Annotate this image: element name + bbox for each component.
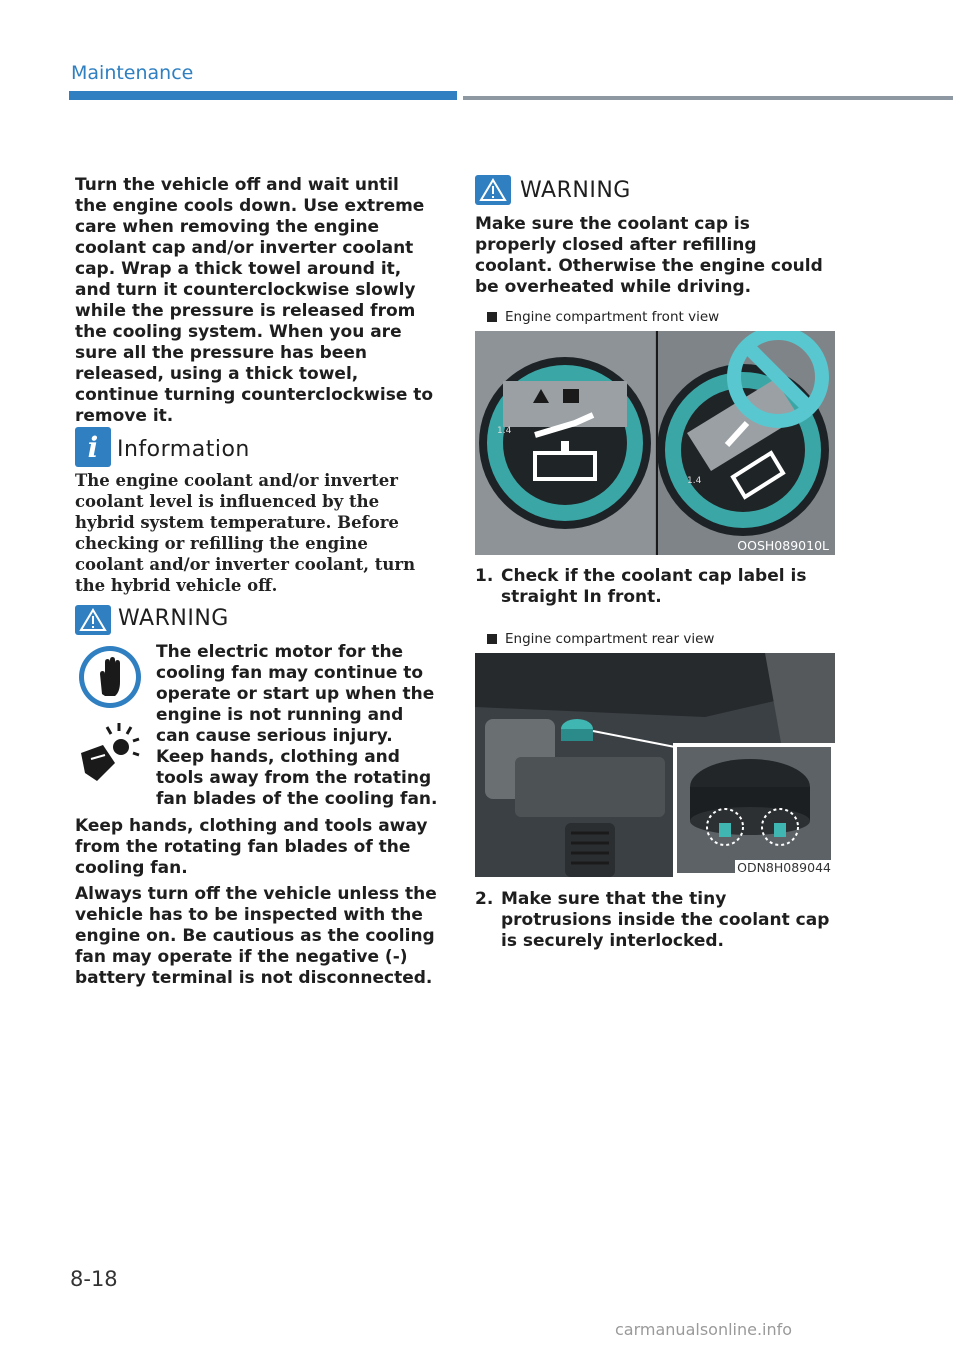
hand-prohibit-icon [75,642,145,712]
step-2-text: Make sure that the tiny protrusions inside the coolant cap is securely interlocked. [501,889,830,951]
warning-icon-right [475,175,511,205]
step-1 [475,566,837,608]
warning-heading-left: WARNING [118,606,229,631]
svg-text:1.4: 1.4 [497,426,512,436]
step-2 [475,889,837,952]
warning-paragraph-right: Make sure the coolant cap is properly closed after refilling coolant. Otherwise the engine could be overheated while driving. [475,214,823,297]
page-number: 8-18 [70,1267,118,1291]
figure1-label-text: Engine compartment front view [505,309,720,325]
figure1-code: OOSH089010L [737,538,829,553]
info-paragraph: The engine coolant and/or inverter coolant level is influenced by the hybrid system temperature. Before checking or refilling the engine coolant and/or inverter coolant, turn the hybrid vehicle off. [75,471,416,595]
step-2-number: 2. [475,889,494,909]
fan-paragraph: Keep hands, clothing and tools away from the rotating fan blades of the cooling fan. [75,816,428,878]
figure2-label-text: Engine compartment rear view [505,631,715,647]
svg-text:i: i [87,432,99,462]
vehicle-off-paragraph: Always turn off the vehicle unless the vehicle has to be inspected with the engine on. Be cautious as the cooling fan may operate if the negative (-) battery terminal is not disconnected. [75,884,437,988]
step-1-text: Check if the coolant cap label is straight In front. [501,566,807,607]
warning-icon [75,605,111,635]
info-icon [75,427,111,467]
label-bullet-icon-2 [487,634,497,644]
figure1-label [487,309,719,325]
step-1-number: 1. [475,566,494,586]
figure2-label [487,631,714,647]
warning-heading-right: WARNING [520,178,631,203]
figure2-code: ODN8H089044 [737,860,831,875]
svg-text:1.4: 1.4 [687,476,702,486]
figure-rear-view [475,627,835,877]
warning-paragraph-left: The electric motor for the cooling fan may continue to operate or start up when the engine is not running and can cause serious injury. Keep hands, clothing and tools away from the rotating fan blades of the cooling fan. [156,642,438,809]
fan-hazard-icon [75,715,145,785]
header-rule-gray [463,96,953,100]
header-rule-blue [69,91,457,100]
figure-front-view [475,305,835,555]
section-title: Maintenance [71,62,194,84]
label-bullet-icon [487,312,497,322]
watermark: carmanualsonline.info [615,1320,793,1339]
intro-paragraph: Turn the vehicle off and wait until the engine cools down. Use extreme care when removing the engine coolant cap and/or inverter coolant cap. Wrap a thick towel around it, and turn it counterclockwise slowly while the pressure is released from the cooling system. When you are sure all the pressure has been released, using a thick towel, continue turning counterclockwise to remove it. [75,175,434,426]
info-heading: Information [117,437,250,462]
